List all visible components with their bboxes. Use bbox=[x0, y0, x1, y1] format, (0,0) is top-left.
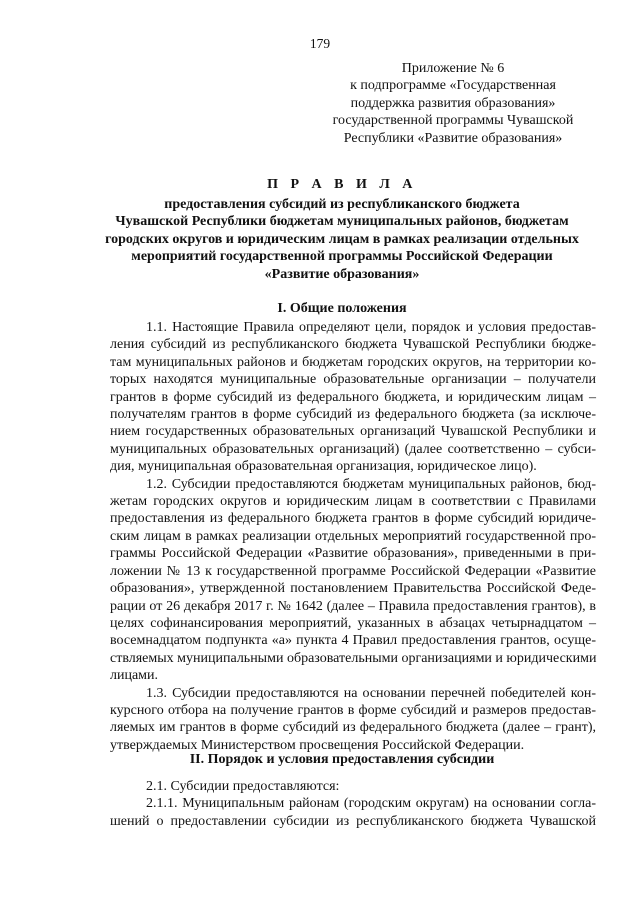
text-line: 2.1.1. Муниципальным районам (городским округам) на основании согла- bbox=[146, 796, 596, 812]
text-line: лицами. bbox=[110, 668, 159, 684]
title-line: городских округов и юридическим лицам в рамках реализации отдельных bbox=[105, 231, 579, 247]
section-1-title: I. Общие положения bbox=[277, 301, 407, 316]
text-line: утверждаемых Министерством просвещения Российской Федерации. bbox=[110, 737, 525, 753]
text-line: шений о предоставлении субсидии из республиканского бюджета Чувашской bbox=[110, 813, 596, 829]
text-line: курсного отбора на получение грантов в форме субсидий и размеров предостав- bbox=[110, 702, 596, 718]
text-line: рации от 26 декабря 2017 г. № 1642 (далее – Правила предоставления грантов), в bbox=[110, 598, 596, 614]
paragraph-1-3 bbox=[110, 685, 596, 755]
text-line: торых находятся муниципальные образовательные организации – получатели bbox=[110, 372, 596, 388]
section-1-body bbox=[110, 319, 596, 754]
text-line: ложении № 13 к государственной программе Российской Федерации «Развитие bbox=[110, 563, 596, 579]
text-line: получателям грантов в форме субсидий из федерального бюджета (за исключе- bbox=[110, 407, 596, 423]
text-line: муниципальных образовательных организаций) (далее соответственно – субси- bbox=[110, 441, 596, 457]
text-line: 1.3. Субсидии предоставляются на основании перечней победителей кон- bbox=[146, 685, 596, 701]
text-line: 1.1. Настоящие Правила определяют цели, порядок и условия предостав- bbox=[146, 320, 596, 335]
text-line: ляемых им грантов в форме субсидий из федерального бюджета (далее – грант), bbox=[110, 720, 596, 736]
paragraph-2-1 bbox=[110, 778, 596, 795]
appendix-line: Республики «Развитие образования» bbox=[343, 130, 563, 146]
page-number: 179 bbox=[309, 36, 331, 51]
paragraph-2-1-1 bbox=[110, 795, 596, 830]
document-title bbox=[96, 176, 588, 284]
title-line: предоставления субсидий из республиканского бюджета bbox=[164, 196, 520, 212]
text-line: ления субсидий из республиканского бюджета Чувашской Республики бюдже- bbox=[110, 337, 596, 353]
title-heading: П Р А В И Л А bbox=[267, 177, 417, 192]
paragraph-1-2 bbox=[110, 476, 596, 685]
text-line: грантов в форме субсидий из федерального бюджета, и юридическим лицам – bbox=[110, 389, 596, 405]
appendix-line: государственной программы Чувашской bbox=[332, 113, 574, 129]
appendix-line: к подпрограмме «Государственная bbox=[350, 78, 556, 94]
text-line: предоставления из федерального бюджета грантов в форме субсидий юридиче- bbox=[110, 511, 596, 527]
section-2-title: II. Порядок и условия предоставления субсидии bbox=[189, 752, 495, 767]
text-line: восемнадцатом подпункта «а» пункта 4 Правил предоставления грантов, осуще- bbox=[110, 633, 596, 649]
paragraph-1-1 bbox=[110, 319, 596, 476]
text-line: целях софинансирования мероприятий, указанных в абзацах четырнадцатом – bbox=[110, 615, 596, 631]
text-line: ствляемых муниципальными образовательными организациями и юридическими bbox=[110, 650, 597, 666]
title-line: Чувашской Республики бюджетам муниципальных районов, бюджетам bbox=[115, 214, 569, 230]
section-2-body bbox=[110, 778, 596, 830]
text-line: образования», утвержденной постановлением Правительства Российской Феде- bbox=[110, 581, 596, 597]
text-line: ским лицам в рамках реализации отдельных мероприятий государственной про- bbox=[110, 528, 596, 544]
text-line: 1.2. Субсидии предоставляются бюджетам муниципальных районов, бюд- bbox=[146, 476, 596, 492]
text-line: граммы Российской Федерации «Развитие образования», приведенными в при- bbox=[110, 546, 596, 562]
title-line: «Развитие образования» bbox=[264, 266, 420, 282]
text-line: жетам городских округов и юридическим лицам в соответствии с Правилами bbox=[110, 494, 596, 510]
title-line: мероприятий государственной программы Российской Федерации bbox=[131, 249, 553, 265]
appendix-line: Приложение № 6 bbox=[401, 61, 505, 76]
text-line: нием государственных образовательных организаций Чувашской Республики и bbox=[110, 424, 596, 440]
text-line: там муниципальных районов и бюджетам городских округов, на территории ко- bbox=[110, 354, 596, 370]
text-line: 2.1. Субсидии предоставляются: bbox=[146, 779, 340, 794]
appendix-line: поддержка развития образования» bbox=[350, 95, 556, 111]
appendix-block bbox=[322, 60, 584, 147]
text-line: дия, муниципальная образовательная организация, юридическое лицо). bbox=[110, 459, 537, 475]
